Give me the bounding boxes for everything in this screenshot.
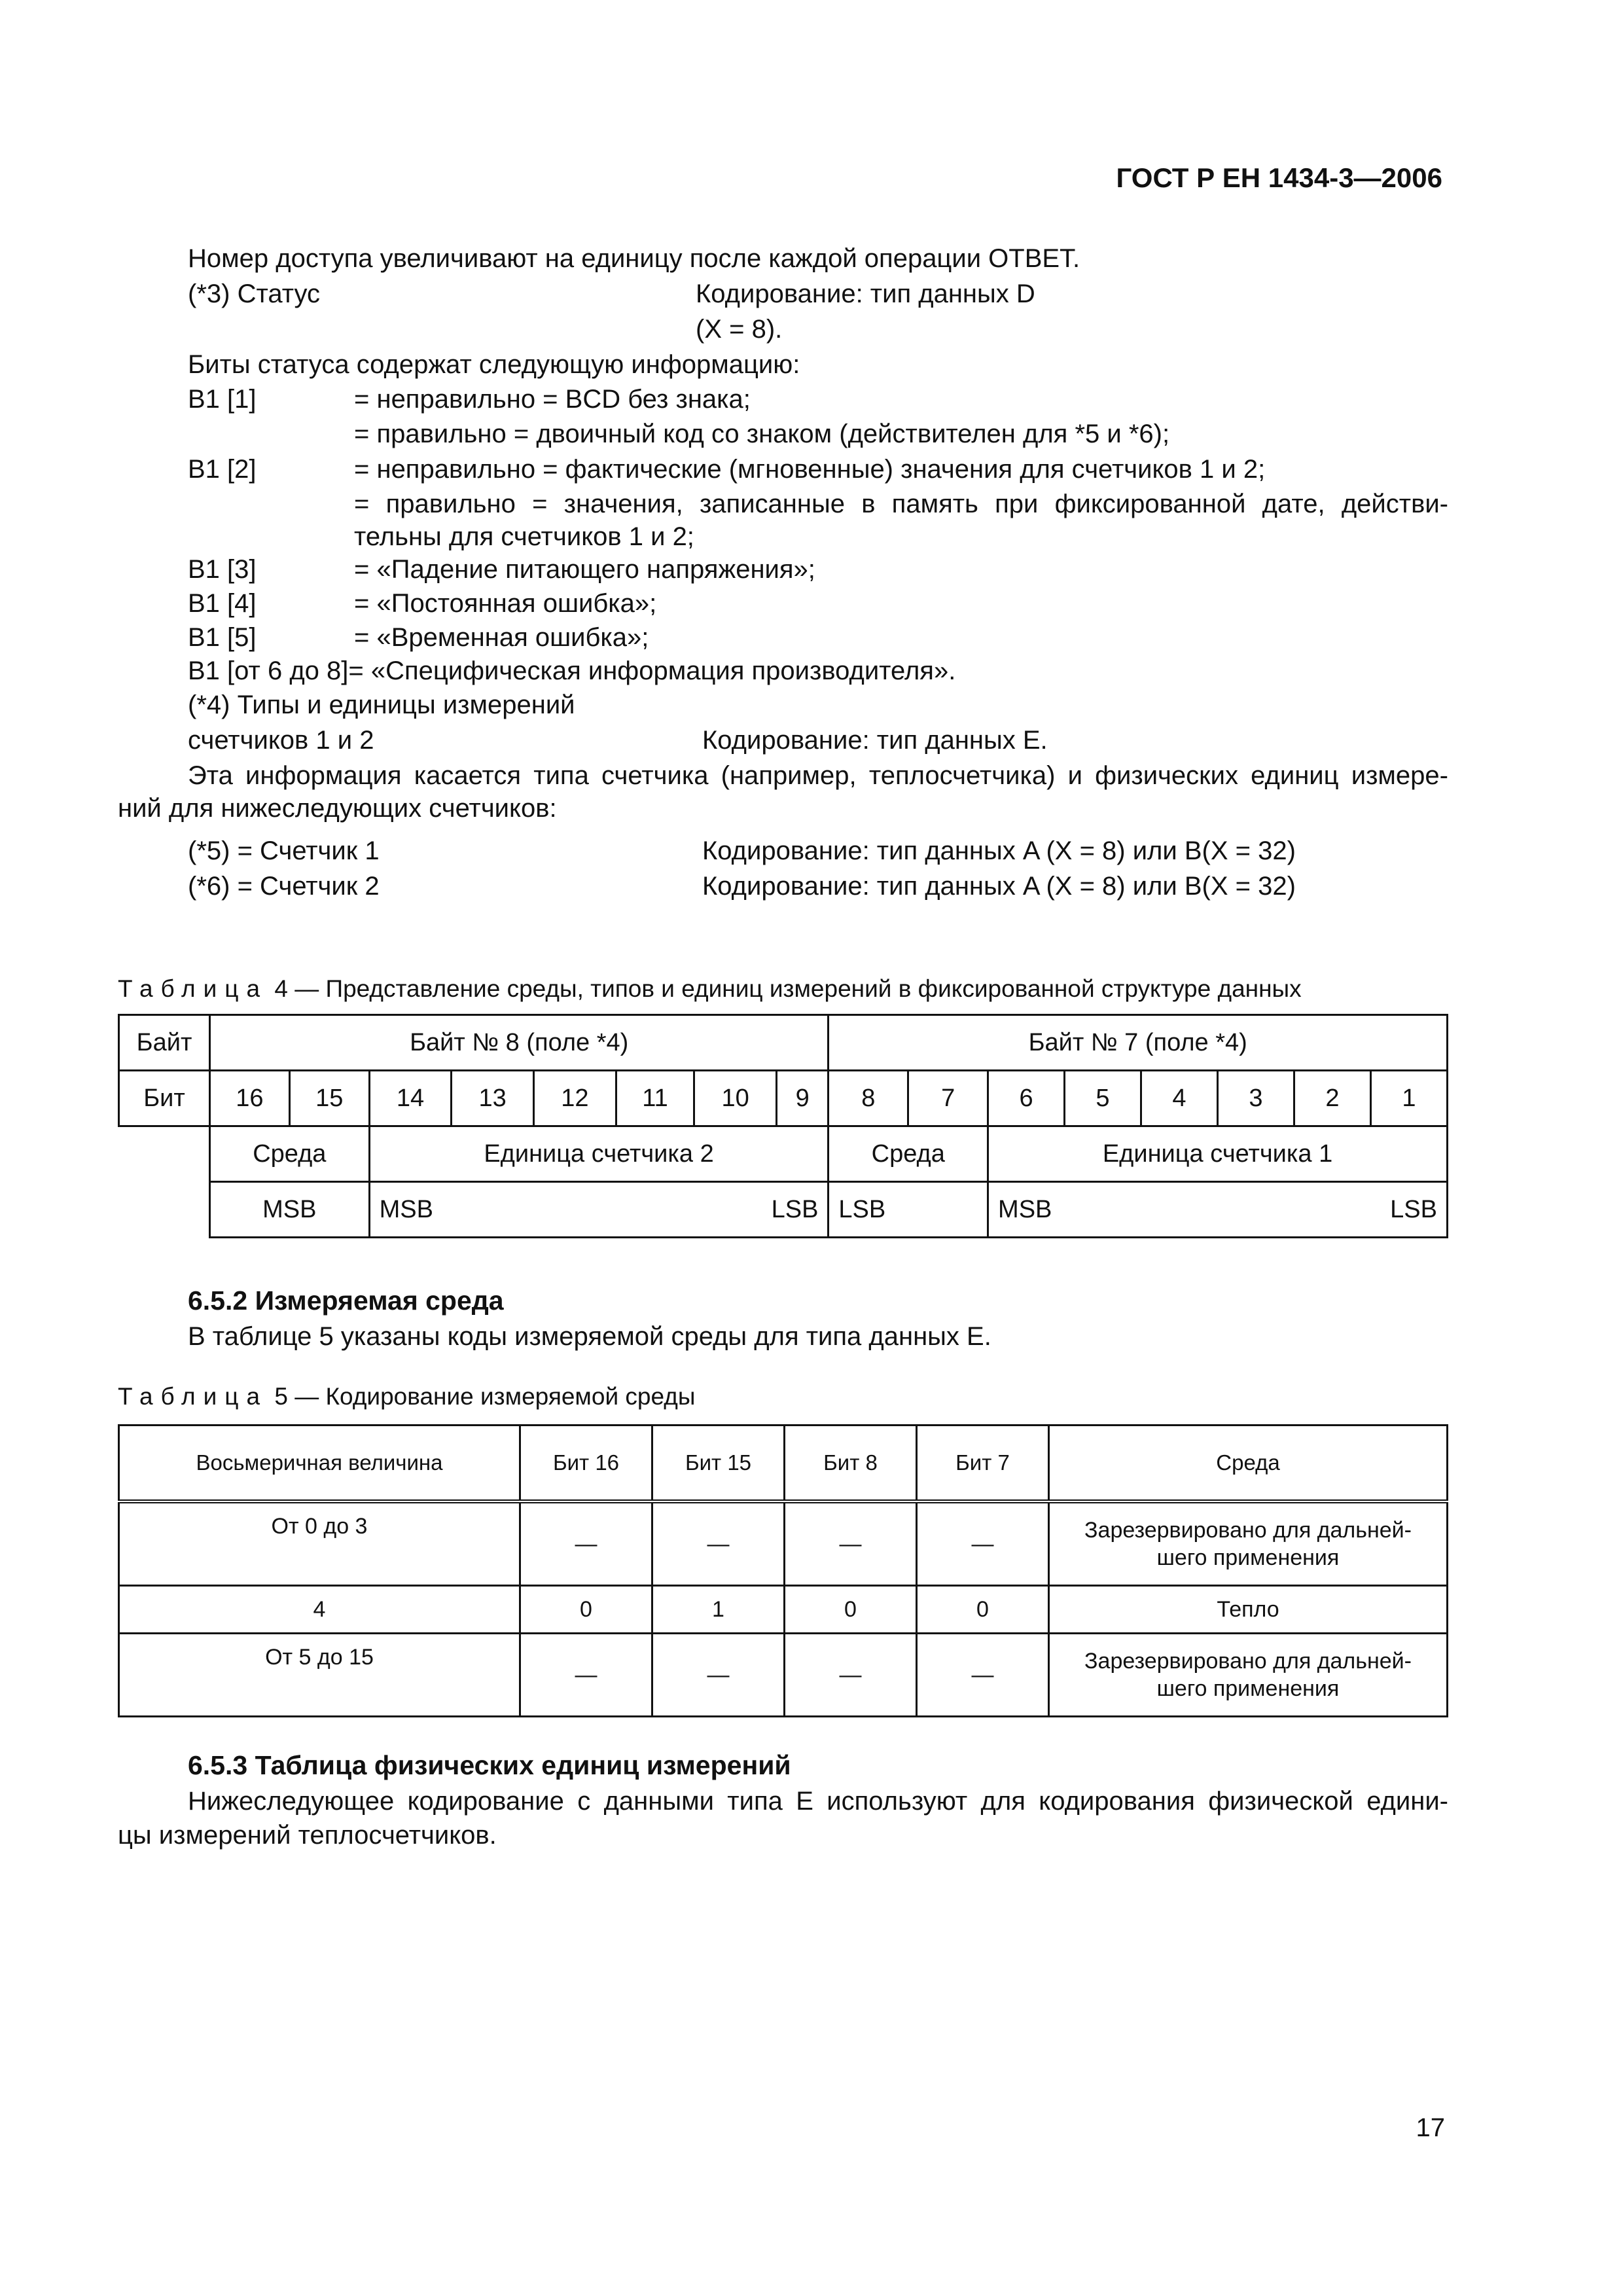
cell-line: Зарезервировано для дальней- — [1084, 1518, 1412, 1543]
bit-cell: 9 — [776, 1071, 828, 1126]
table-cell: — — [520, 1501, 652, 1586]
cell-line: шего применения — [1156, 1545, 1340, 1570]
table-cell: Байт № 8 (поле *4) — [210, 1015, 829, 1071]
page-number: 17 — [1416, 2113, 1445, 2142]
table-cell: — — [652, 1634, 785, 1717]
header-cell: Бит 15 — [652, 1426, 785, 1502]
lsb-label: LSB — [1390, 1195, 1437, 1223]
header-cell: Среда — [1049, 1426, 1448, 1502]
table-caption-word: Таблица — [118, 975, 268, 1002]
bit-cell: 13 — [452, 1071, 534, 1126]
table-row — [119, 1126, 1448, 1182]
bit-description: = неправильно = BCD без знака; — [354, 385, 751, 414]
table-cell: 4 — [119, 1586, 520, 1634]
section-title: 6.5.2 Измеряемая среда — [188, 1285, 504, 1316]
status-coding: Кодирование: тип данных D — [696, 279, 1035, 308]
section-text: Нижеследующее кодирование с данными типа E используют для кодирования физической едини- — [188, 1787, 1448, 1816]
cell-line: Зарезервировано для дальней- — [1084, 1649, 1412, 1674]
table-cell: 1 — [652, 1586, 785, 1634]
msb-label: MSB — [998, 1195, 1052, 1223]
table-cell: Байт № 7 (поле *4) — [829, 1015, 1448, 1071]
table-caption-text: 5 — Кодирование измеряемой среды — [274, 1383, 696, 1410]
msb-label: MSB — [379, 1195, 433, 1223]
table-cell: — — [785, 1634, 917, 1717]
table-row — [119, 1071, 1448, 1126]
table-row — [119, 1015, 1448, 1071]
header-cell: Бит 7 — [917, 1426, 1049, 1502]
bit-cell: 4 — [1141, 1071, 1217, 1126]
table-cell: Тепло — [1049, 1586, 1448, 1634]
paragraph-line: Эта информация касается типа счетчика (например, теплосчетчика) и физических единиц измере- — [188, 761, 1448, 790]
bit-description: = правильно = двоичный код со знаком (действителен для *5 и *6); — [354, 420, 1170, 448]
header-cell: Восьмеричная величина — [119, 1426, 520, 1502]
table-row — [119, 1182, 1448, 1238]
bit-description: = правильно = значения, записанные в память при фиксированной дате, действи- — [354, 490, 1448, 518]
counter-coding: Кодирование: тип данных A (X = 8) или B(X = 32) — [702, 836, 1296, 865]
table-cell: Единица счетчика 2 — [369, 1126, 829, 1182]
section-text: В таблице 5 указаны коды измеряемой среды для типа данных E. — [188, 1322, 991, 1351]
table-caption — [118, 975, 1302, 1003]
bit-cell: 12 — [534, 1071, 616, 1126]
bit-cell: 15 — [289, 1071, 369, 1126]
header-cell: Бит 8 — [785, 1426, 917, 1502]
document-header: ГОСТ Р ЕН 1434-3—2006 — [1116, 162, 1442, 193]
table-cell — [369, 1182, 829, 1238]
table-cell: Среда — [829, 1126, 988, 1182]
table-cell: 0 — [785, 1586, 917, 1634]
field-label: (*4) Типы и единицы измерений — [188, 691, 575, 719]
paragraph-line: ний для нижеследующих счетчиков: — [118, 794, 557, 823]
table-row — [119, 1586, 1448, 1634]
status-label: (*3) Статус — [188, 279, 321, 308]
bit-cell: 8 — [829, 1071, 908, 1126]
table-cell: — — [917, 1501, 1049, 1586]
table-cell: От 0 до 3 — [119, 1501, 520, 1586]
header-cell: Бит 16 — [520, 1426, 652, 1502]
bit-cell: 2 — [1294, 1071, 1370, 1126]
bit-label: B1 [3] — [188, 555, 257, 584]
table-cell — [988, 1182, 1448, 1238]
table-cell — [1049, 1634, 1448, 1717]
table-cell: Единица счетчика 1 — [988, 1126, 1448, 1182]
cell-line: шего применения — [1156, 1676, 1340, 1701]
table-4 — [118, 1014, 1448, 1238]
counter-coding: Кодирование: тип данных A (X = 8) или B(X = 32) — [702, 872, 1296, 901]
bit-cell: 5 — [1065, 1071, 1141, 1126]
table-cell-empty — [119, 1126, 210, 1238]
table-5 — [118, 1424, 1448, 1717]
bit-cell: 7 — [908, 1071, 988, 1126]
bit-cell: 14 — [369, 1071, 452, 1126]
table-cell: — — [785, 1501, 917, 1586]
bit-cell: 1 — [1370, 1071, 1447, 1126]
bit-description: B1 [от 6 до 8]= «Специфическая информация производителя». — [188, 656, 956, 685]
table-cell — [1049, 1501, 1448, 1586]
bit-label: B1 [2] — [188, 455, 257, 484]
bit-cell: 10 — [694, 1071, 777, 1126]
bit-label: B1 [1] — [188, 385, 257, 414]
table-row — [119, 1634, 1448, 1717]
bit-description: = «Падение питающего напряжения»; — [354, 555, 815, 584]
bit-description: = «Временная ошибка»; — [354, 623, 649, 652]
table-caption — [118, 1383, 695, 1410]
bit-cell: 16 — [210, 1071, 290, 1126]
bit-cell: 11 — [616, 1071, 694, 1126]
bit-label: B1 [4] — [188, 589, 257, 618]
table-cell: 0 — [520, 1586, 652, 1634]
table-header-row — [119, 1426, 1448, 1502]
section-text: цы измерений теплосчетчиков. — [118, 1821, 497, 1850]
bit-description: = неправильно = фактические (мгновенные) значения для счетчиков 1 и 2; — [354, 455, 1266, 484]
counter-label: (*5) = Счетчик 1 — [188, 836, 380, 865]
bit-description: тельны для счетчиков 1 и 2; — [354, 522, 694, 551]
table-cell: — — [917, 1634, 1049, 1717]
table-caption-text: 4 — Представление среды, типов и единиц измерений в фиксированной структуре данных — [274, 975, 1302, 1002]
table-cell: Среда — [210, 1126, 370, 1182]
table-cell: 0 — [917, 1586, 1049, 1634]
status-x: (X = 8). — [696, 315, 783, 344]
table-cell: Байт — [119, 1015, 210, 1071]
bit-label: B1 [5] — [188, 623, 257, 652]
table-caption-word: Таблица — [118, 1383, 268, 1410]
table-cell: Бит — [119, 1071, 210, 1126]
bit-cell: 3 — [1217, 1071, 1294, 1126]
table-cell: MSB — [210, 1182, 370, 1238]
section-title: 6.5.3 Таблица физических единиц измерений — [188, 1750, 791, 1780]
field-coding: Кодирование: тип данных E. — [702, 726, 1048, 755]
table-cell: — — [652, 1501, 785, 1586]
paragraph-line: Номер доступа увеличивают на единицу после каждой операции ОТВЕТ. — [188, 244, 1080, 273]
bits-intro: Биты статуса содержат следующую информацию: — [188, 350, 800, 379]
bit-cell: 6 — [988, 1071, 1065, 1126]
table-cell: LSB — [829, 1182, 988, 1238]
counter-label: (*6) = Счетчик 2 — [188, 872, 380, 901]
bit-description: = «Постоянная ошибка»; — [354, 589, 657, 618]
field-label: счетчиков 1 и 2 — [188, 726, 374, 755]
table-row — [119, 1501, 1448, 1586]
lsb-label: LSB — [771, 1195, 819, 1223]
table-cell: — — [520, 1634, 652, 1717]
table-cell: От 5 до 15 — [119, 1634, 520, 1717]
